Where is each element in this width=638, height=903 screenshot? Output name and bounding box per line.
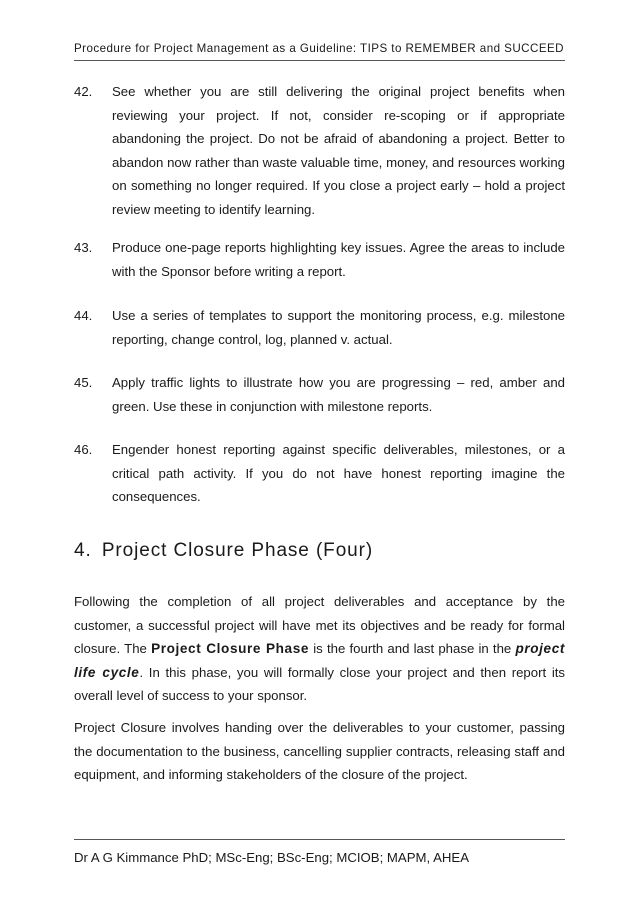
item-number: 45. <box>74 375 93 390</box>
list-item <box>74 438 565 509</box>
page-footer: Dr A G Kimmance PhD; MSc-Eng; BSc-Eng; MCIOB; MAPM, AHEA <box>74 850 469 865</box>
item-text: Use a series of templates to support the monitoring process, e.g. milestone reporting, change control, log, planned v. actual. <box>112 308 565 347</box>
item-text: Engender honest reporting against specific deliverables, milestones, or a critical path activity. If you do not have honest reporting imagine the consequences. <box>112 442 565 505</box>
list-item <box>74 236 565 283</box>
paragraph-text: is the fourth and last phase in the <box>309 641 516 657</box>
item-number: 44. <box>74 308 93 323</box>
header-divider <box>74 60 565 61</box>
term-project-life-cycle: project life cycle <box>74 641 565 680</box>
item-text: Apply traffic lights to illustrate how you are progressing – red, amber and green. Use these in conjunction with milestone reports. <box>112 375 565 414</box>
footer-divider <box>74 839 565 840</box>
section-heading <box>74 540 373 562</box>
item-text: Produce one-page reports highlighting key issues. Agree the areas to include with the Sponsor before writing a report. <box>112 240 565 279</box>
section-number: 4. <box>74 540 92 561</box>
paragraph-text: . In this phase, you will formally close your project and then report its overall level of success to your sponsor. <box>74 664 566 704</box>
paragraph-text: Following the completion of all project deliverables and acceptance by the customer, a successful project will have met its objectives and be ready for formal closure. The <box>74 594 565 657</box>
section-title: Project Closure Phase (Four) <box>101 540 374 561</box>
page-header: Procedure for Project Management as a Guideline: TIPS to REMEMBER and SUCCEED <box>74 42 565 55</box>
item-number: 46. <box>74 442 93 457</box>
item-number: 43. <box>74 240 93 255</box>
list-item <box>74 371 565 418</box>
list-item <box>74 304 565 351</box>
term-project-closure-phase: Project Closure Phase <box>151 641 310 657</box>
list-item <box>74 80 565 222</box>
closure-detail-paragraph: Project Closure involves handing over the deliverables to your customer, passing the documentation to the business, cancelling supplier contracts, releasing staff and equipment, and informing stakeholders of the closure of the project. <box>74 720 565 783</box>
item-text: See whether you are still delivering the original project benefits when reviewing your project. If not, consider re-scoping or if appropriate abandoning the project. Do not be afraid of abandoning a project. Better to abandon now rather than waste valuable time, money, and resources working on something no longer required. If you close a project early – hold a project review meeting to identify learning. <box>112 84 565 217</box>
closure-intro-paragraph <box>74 590 565 708</box>
item-number: 42. <box>74 84 93 99</box>
